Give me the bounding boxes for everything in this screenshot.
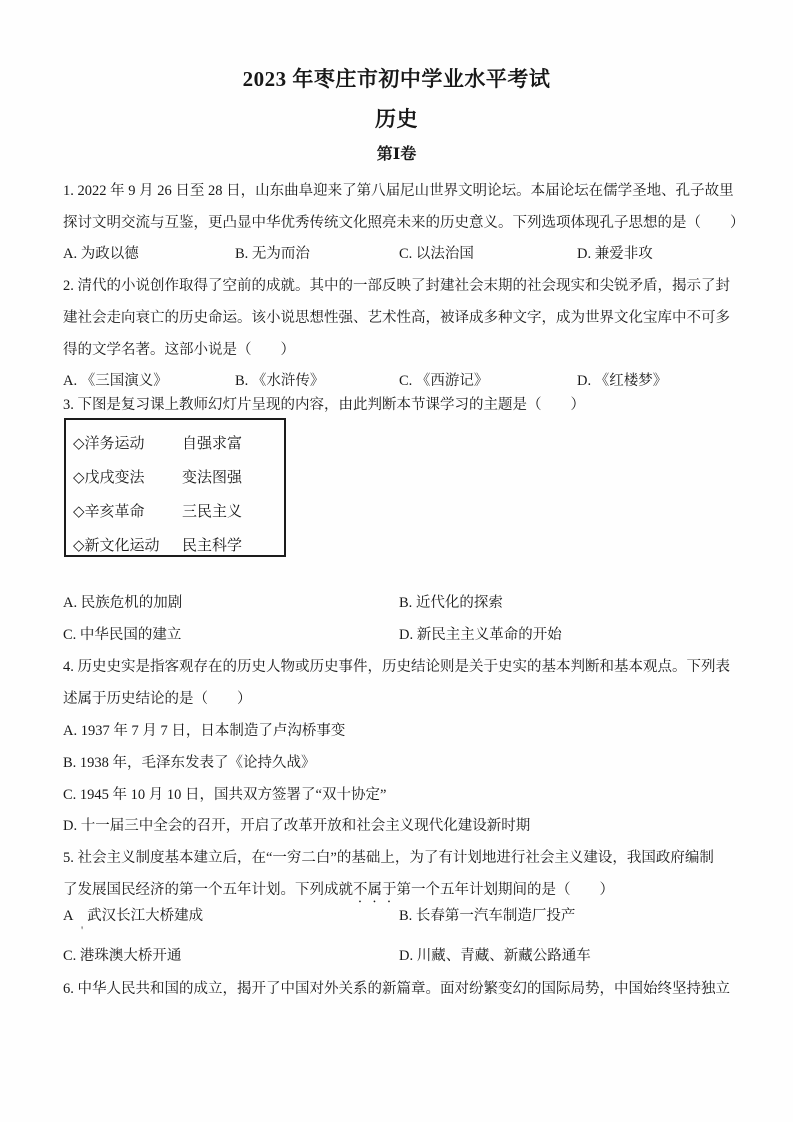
q1-option-d: D. 兼爱非攻 (577, 246, 653, 262)
q6-stem-line-1: 6. 中华人民共和国的成立，揭开了中国对外关系的新篇章。面对纷繁变幻的国际局势，中国始终坚持独立 (63, 981, 730, 997)
slide-item-label: ◇洋务运动 (73, 436, 145, 452)
q4-option-a: A. 1937 年 7 月 7 日，日本制造了卢沟桥事变 (63, 723, 346, 739)
scan-artifact-mark: ' (81, 923, 84, 937)
q4-option-c: C. 1945 年 10 月 10 日，国共双方签署了“双十协定” (63, 787, 387, 803)
q3-stem: 3. 下图是复习课上教师幻灯片呈现的内容，由此判断本节课学习的主题是（ ） (63, 397, 585, 413)
q4-option-b: B. 1938 年，毛泽东发表了《论持久战》 (63, 755, 316, 771)
q3-option-c: C. 中华民国的建立 (63, 627, 182, 643)
q5-option-c: C. 港珠澳大桥开通 (63, 948, 182, 964)
slide-item-slogan: 三民主义 (182, 504, 243, 520)
q3-slide-box (64, 418, 286, 557)
q3-options-row-2 (0, 626, 793, 644)
q2-option-c: C. 《西游记》 (399, 373, 489, 389)
q5-option-d: D. 川藏、青藏、新藏公路通车 (399, 948, 591, 964)
section-heading: 第Ⅰ卷 (376, 146, 417, 163)
q5-option-b: B. 长春第一汽车制造厂投产 (399, 908, 576, 924)
q2-stem-line-3: 得的文学名著。这部小说是（ ） (63, 342, 295, 358)
q5-options-row-1 (0, 907, 793, 925)
slide-item-label: ◇戊戌变法 (73, 470, 145, 486)
q3-option-b: B. 近代化的探索 (399, 595, 503, 611)
slide-row-wuxu (66, 469, 284, 487)
q2-options-row (0, 372, 793, 390)
q5-option-a: A 武汉长江大桥建成 (63, 908, 204, 924)
q2-option-b: B. 《水浒传》 (235, 373, 325, 389)
subject-title: 历史 (375, 107, 418, 131)
q5-stem-emphasized-text: 不属于 (353, 882, 397, 898)
q1-stem-line-1: 1. 2022 年 9 月 26 日至 28 日，山东曲阜迎来了第八届尼山世界文明论坛。本届论坛在儒学圣地、孔子故里 (63, 183, 734, 199)
slide-item-slogan: 变法图强 (182, 470, 243, 486)
q4-stem-line-2: 述属于历史结论的是（ ） (63, 691, 252, 707)
slide-item-slogan: 自强求富 (182, 436, 243, 452)
q5-options-row-2 (0, 947, 793, 965)
q2-option-d: D. 《红楼梦》 (577, 373, 668, 389)
q4-option-d: D. 十一届三中全会的召开，开启了改革开放和社会主义现代化建设新时期 (63, 818, 531, 834)
exam-title: 2023 年枣庄市初中学业水平考试 (242, 67, 551, 91)
q1-option-a: A. 为政以德 (63, 246, 139, 262)
q5-stem-line-2-pre: 了发展国民经济的第一个五年计划。下列成就 (63, 882, 353, 898)
q1-options-row (0, 245, 793, 263)
q2-option-a: A. 《三国演义》 (63, 373, 168, 389)
q5-stem-line-1: 5. 社会主义制度基本建立后，在“一穷二白”的基础上，为了有计划地进行社会主义建设，我国政府编制 (63, 850, 714, 866)
q5-stem-line-2-post: 第一个五年计划期间的是（ ） (396, 882, 614, 898)
slide-row-xinwenhua (66, 537, 284, 555)
q1-option-b: B. 无为而治 (235, 246, 310, 262)
slide-item-label: ◇辛亥革命 (73, 504, 145, 520)
q4-stem-line-1: 4. 历史史实是指客观存在的历史人物或历史事件，历史结论则是关于史实的基本判断和基本观点。下列表 (63, 659, 730, 675)
slide-row-yangwu (66, 435, 284, 453)
slide-item-label: ◇新文化运动 (73, 538, 160, 554)
q1-stem-line-2: 探讨文明交流与互鉴，更凸显中华优秀传统文化照亮未来的历史意义。下列选项体现孔子思想的是（ ） (63, 215, 745, 231)
slide-row-xinhai (66, 503, 284, 521)
q3-options-row-1 (0, 594, 793, 612)
q2-stem-line-1: 2. 清代的小说创作取得了空前的成就。其中的一部反映了封建社会末期的社会现实和尖锐矛盾，揭示了封 (63, 278, 730, 294)
slide-item-slogan: 民主科学 (182, 538, 243, 554)
q1-option-c: C. 以法治国 (399, 246, 474, 262)
q5-stem-line-2 (63, 881, 614, 906)
q3-option-d: D. 新民主主义革命的开始 (399, 627, 562, 643)
q2-stem-line-2: 建社会走向衰亡的历史命运。该小说思想性强、艺术性高，被译成多种文字，成为世界文化宝库中不可多 (63, 310, 730, 326)
q3-option-a: A. 民族危机的加剧 (63, 595, 183, 611)
